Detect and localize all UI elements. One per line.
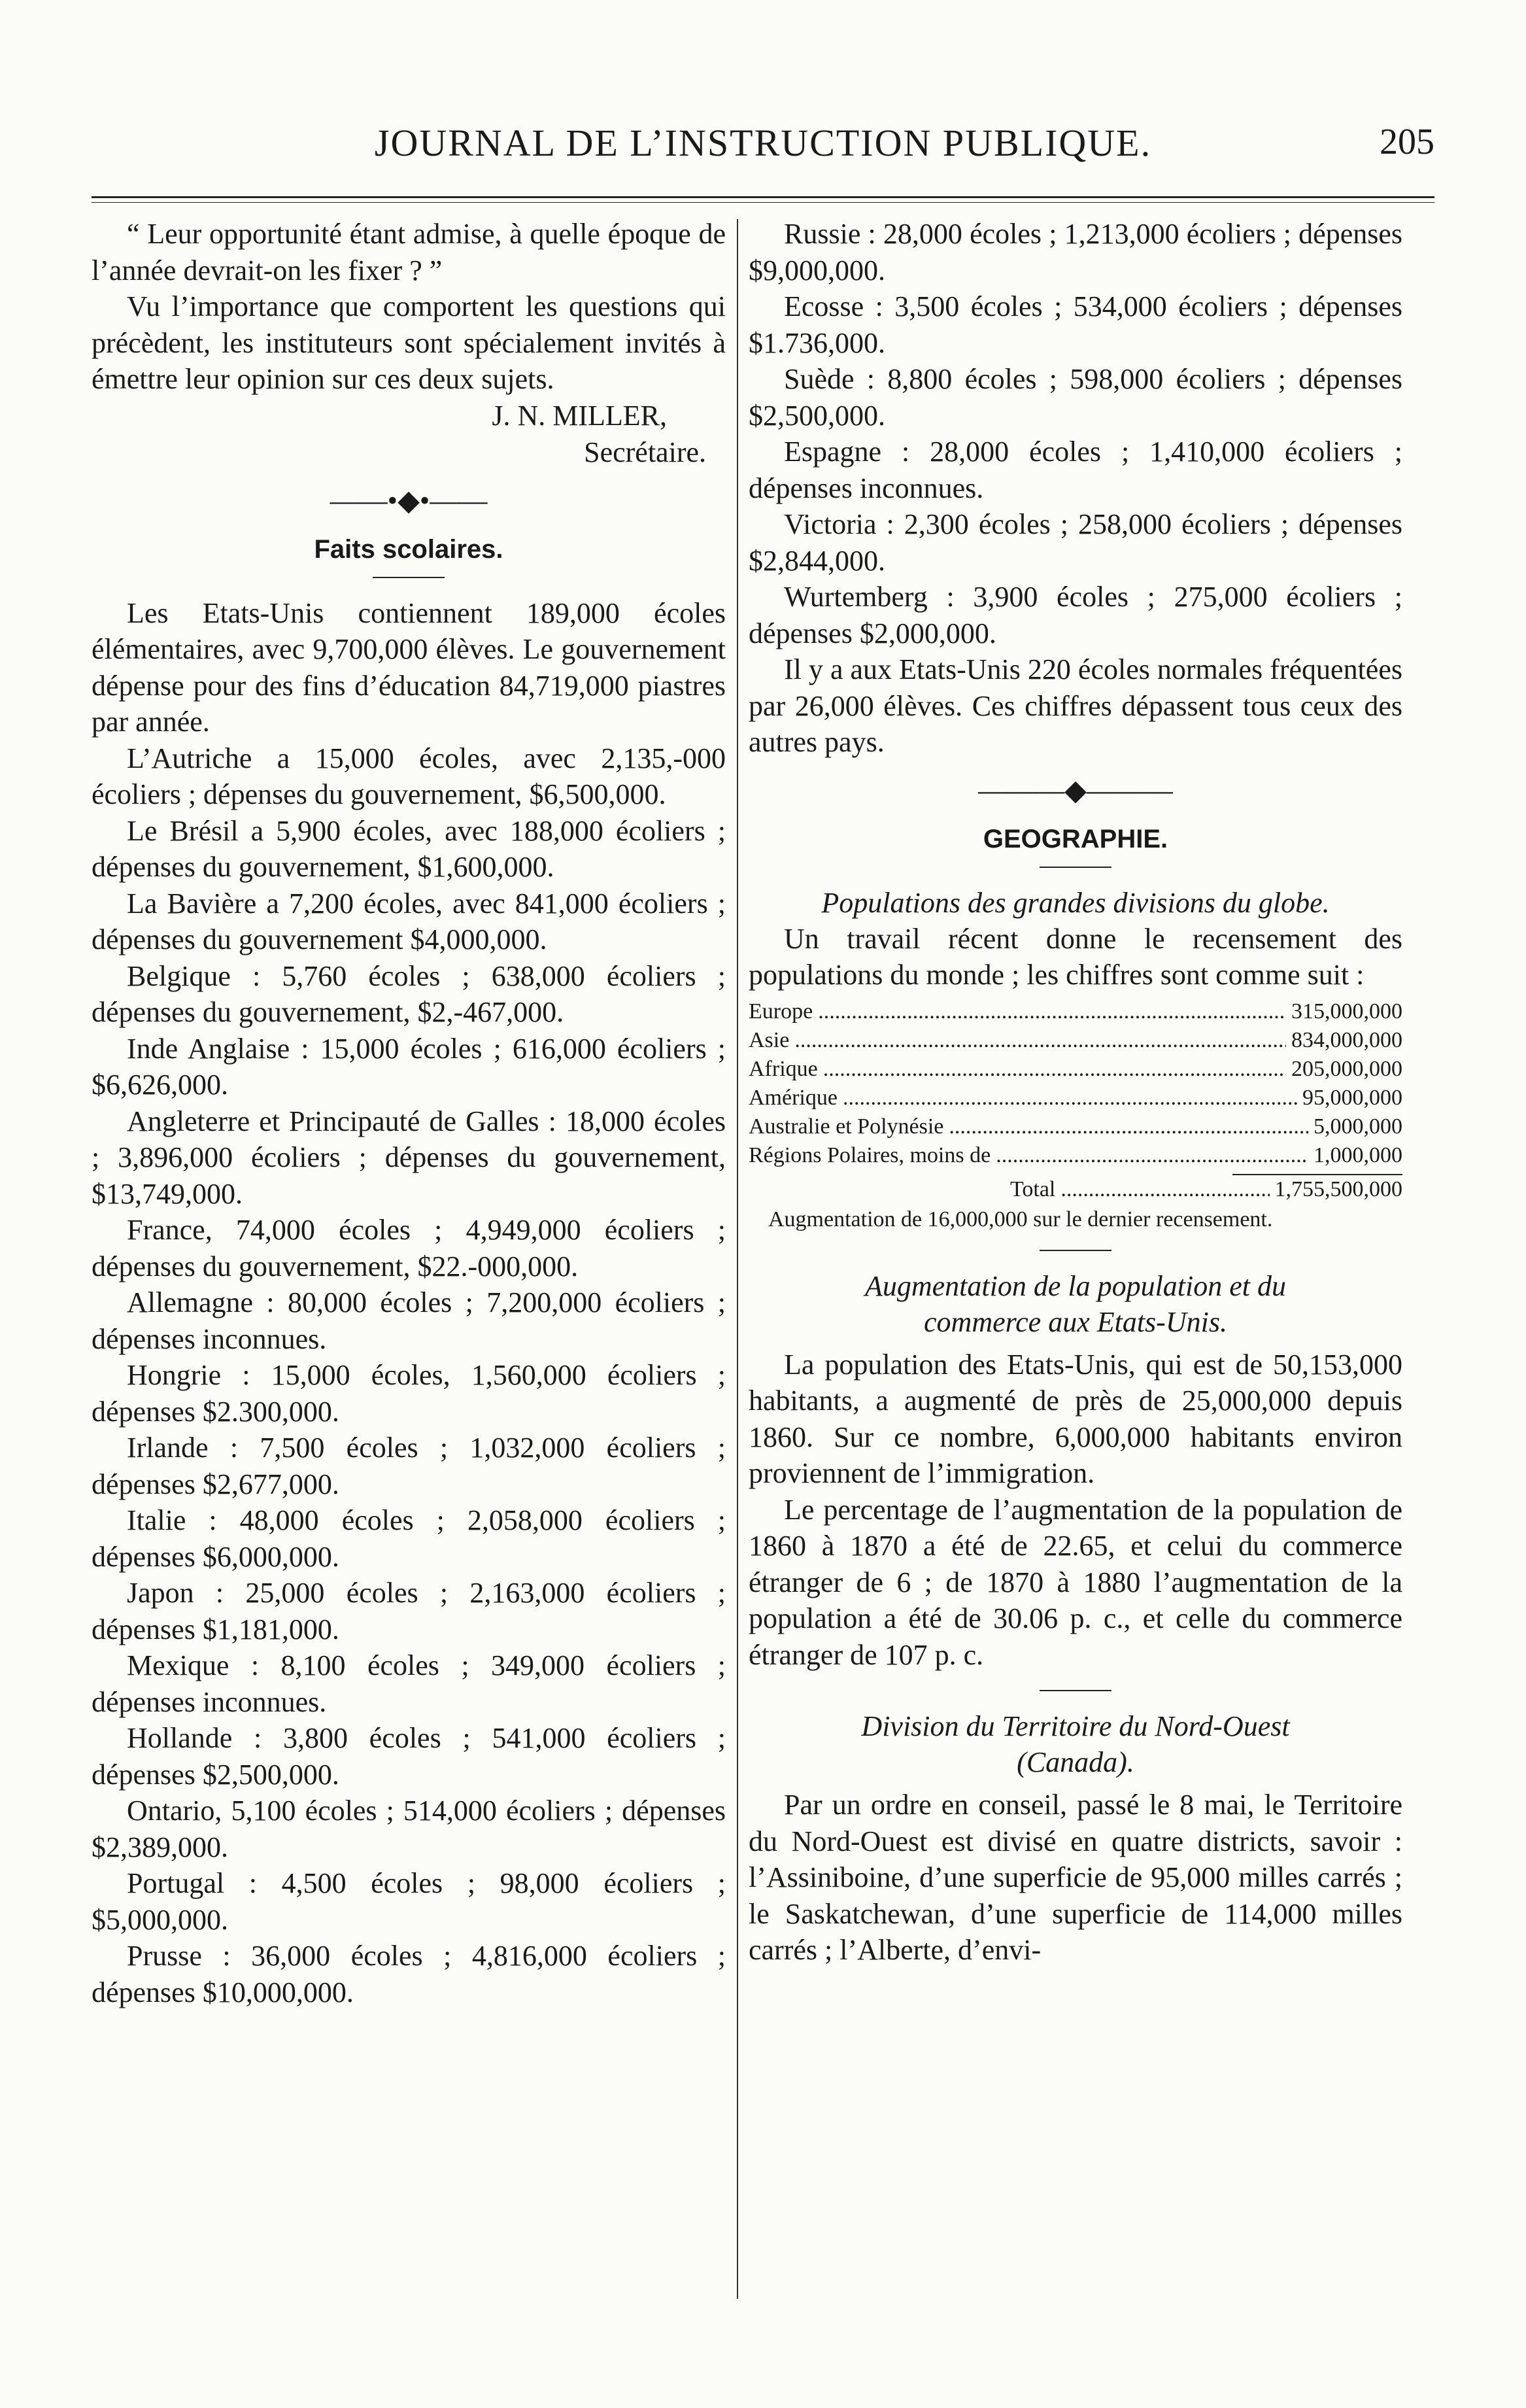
header-rule	[92, 196, 1434, 203]
short-rule	[373, 577, 445, 578]
population-value: 315,000,000	[1291, 999, 1402, 1023]
subsection-title: Populations des grandes divisions du globe.	[821, 886, 1330, 919]
total-value: 1,755,500,000	[1274, 1177, 1402, 1201]
population-value: 205,000,000	[1291, 1056, 1402, 1081]
region-label: Régions Polaires, moins de	[749, 1143, 991, 1167]
paragraph: Hongrie : 15,000 écoles, 1,560,000 écoliers ; dépenses $2.300,000.	[92, 1359, 726, 1428]
paragraph: Ontario, 5,100 écoles ; 514,000 écoliers ; dépenses $2,389,000.	[92, 1795, 726, 1863]
subsection-title-line-2: commerce aux Etats-Unis.	[924, 1305, 1227, 1338]
subsection-title-line-2: (Canada).	[1017, 1746, 1134, 1778]
dot-leader	[823, 1055, 1286, 1084]
subsection-title: Augmentation de la population et du	[864, 1269, 1287, 1302]
paragraph: Allemagne : 80,000 écoles ; 7,200,000 écoliers ; dépenses inconnues.	[92, 1286, 726, 1355]
dot-leader	[1060, 1175, 1269, 1204]
table-row	[749, 1055, 1402, 1084]
paragraph: Prusse : 36,000 écoles ; 4,816,000 écoliers ; dépenses $10,000,000.	[92, 1940, 726, 2008]
population-table	[749, 997, 1402, 1204]
paragraph: Vu l’importance que comportent les questions qui précèdent, les instituteurs sont spécialement invités à émettre leur opinion sur ces deux sujets.	[92, 290, 726, 395]
signature-name: J. N. MILLER,	[492, 399, 667, 432]
ornament-divider: ———◆———	[978, 774, 1173, 806]
paragraph: Par un ordre en conseil, passé le 8 mai, le Territoire du Nord-Ouest est divisé en quatre districts, savoir : l’Assiniboine, d’une superficie de 95,000 milles carrés ; le Saskatchewan, d’une superficie de 114,000 milles carrés ; l’Alberte, d’envi-	[749, 1789, 1402, 1966]
paragraph: Mexique : 8,100 écoles ; 349,000 écoliers ; dépenses inconnues.	[92, 1649, 726, 1718]
table-row	[749, 1141, 1402, 1170]
paragraph: L’Autriche a 15,000 écoles, avec 2,135,-000 écoliers ; dépenses du gouvernement, $6,500,000.	[92, 742, 726, 810]
paragraph: Russie : 28,000 écoles ; 1,213,000 écoliers ; dépenses $9,000,000.	[749, 218, 1402, 286]
running-head	[92, 121, 1434, 173]
paragraph: Le percentage de l’augmentation de la population de 1860 à 1870 a été de 22.65, et celui du commerce étranger de 6 ; de 1870 à 1880 l’augmentation de la population a été de 30.06 p. c., et celle du commerce étranger de 107 p. c.	[749, 1493, 1402, 1671]
paragraph: La Bavière a 7,200 écoles, avec 841,000 écoliers ; dépenses du gouvernement $4,000,000.	[92, 887, 726, 955]
paragraph: Les Etats-Unis contiennent 189,000 écoles élémentaires, avec 9,700,000 élèves. Le gouvernement dépense pour des fins d’éducation 84,719,000 piastres par année.	[92, 596, 726, 738]
paragraph: Portugal : 4,500 écoles ; 98,000 écoliers ; $5,000,000.	[92, 1867, 726, 1936]
paragraph: Inde Anglaise : 15,000 écoles ; 616,000 écoliers ; $6,626,000.	[92, 1032, 726, 1101]
paragraph: Ecosse : 3,500 écoles ; 534,000 écoliers ; dépenses $1.736,000.	[749, 290, 1402, 359]
paragraph: Espagne : 28,000 écoles ; 1,410,000 écoliers ; dépenses inconnues.	[749, 436, 1402, 504]
paragraph: Hollande : 3,800 écoles ; 541,000 écoliers ; dépenses $2,500,000.	[92, 1722, 726, 1791]
subsection-title: Division du Territoire du Nord-Ouest	[861, 1710, 1290, 1742]
region-label: Asie	[749, 1027, 790, 1052]
short-rule	[1040, 1250, 1111, 1251]
ornament-divider: ——•◆•——	[330, 484, 488, 517]
region-label: Europe	[749, 999, 813, 1023]
paragraph: Il y a aux Etats-Unis 220 écoles normales fréquentées par 26,000 élèves. Ces chiffres dépassent tous ceux des autres pays.	[749, 653, 1402, 758]
population-note: Augmentation de 16,000,000 sur le dernier recensement.	[768, 1207, 1273, 1231]
table-row	[749, 1026, 1402, 1055]
paragraph: Un travail récent donne le recensement des populations du monde ; les chiffres sont comme suit :	[749, 922, 1402, 991]
paragraph: France, 74,000 écoles ; 4,949,000 écoliers ; dépenses du gouvernement, $22.-000,000.	[92, 1214, 726, 1282]
left-column	[92, 216, 726, 2010]
paragraph: La population des Etats-Unis, qui est de 50,153,000 habitants, a augmenté de près de 25,000,000 depuis 1860. Sur ce nombre, 6,000,000 habitants environ proviennent de l’immigration.	[749, 1348, 1402, 1489]
paragraph: Belgique : 5,760 écoles ; 638,000 écoliers ; dépenses du gouvernement, $2,-467,000.	[92, 959, 726, 1028]
region-label: Amérique	[749, 1085, 838, 1110]
column-divider	[737, 219, 738, 2299]
paragraph: Suède : 8,800 écoles ; 598,000 écoliers ; dépenses $2,500,000.	[749, 363, 1402, 432]
section-title: Faits scolaires.	[314, 534, 503, 564]
right-column	[749, 216, 1402, 1969]
paragraph: Irlande : 7,500 écoles ; 1,032,000 écoliers ; dépenses $2,677,000.	[92, 1432, 726, 1500]
population-value: 834,000,000	[1291, 1027, 1402, 1052]
paragraph: Le Brésil a 5,900 écoles, avec 188,000 écoliers ; dépenses du gouvernement, $1,600,000.	[92, 814, 726, 883]
dot-leader	[843, 1084, 1297, 1112]
table-row	[749, 997, 1402, 1026]
page-number: 205	[1380, 122, 1434, 162]
dot-leader	[794, 1026, 1286, 1055]
paragraph: Italie : 48,000 écoles ; 2,058,000 écoliers ; dépenses $6,000,000.	[92, 1504, 726, 1573]
population-value: 5,000,000	[1314, 1114, 1402, 1139]
dot-leader	[818, 997, 1286, 1026]
table-row	[749, 1112, 1402, 1141]
paragraph: Victoria : 2,300 écoles ; 258,000 écoliers ; dépenses $2,844,000.	[749, 508, 1402, 577]
signature-role: Secrétaire.	[584, 436, 706, 468]
dot-leader	[996, 1141, 1308, 1170]
paragraph: Japon : 25,000 écoles ; 2,163,000 écoliers ; dépenses $1,181,000.	[92, 1577, 726, 1645]
section-title: GEOGRAPHIE.	[983, 824, 1168, 853]
table-row	[749, 1084, 1402, 1112]
total-row	[749, 1175, 1402, 1204]
region-label: Australie et Polynésie	[749, 1114, 944, 1139]
paragraph: Angleterre et Principauté de Galles : 18,000 écoles ; 3,896,000 écoliers ; dépenses du gouvernement, $13,749,000.	[92, 1105, 726, 1210]
total-label: Total	[1010, 1177, 1056, 1201]
region-label: Afrique	[749, 1056, 818, 1081]
paragraph: “ Leur opportunité étant admise, à quelle époque de l’année devrait-on les fixer ? ”	[92, 218, 726, 286]
journal-title: JOURNAL DE L’INSTRUCTION PUBLIQUE.	[374, 122, 1152, 164]
short-rule	[1040, 1690, 1111, 1691]
population-value: 1,000,000	[1314, 1143, 1402, 1167]
paragraph: Wurtemberg : 3,900 écoles ; 275,000 écoliers ; dépenses $2,000,000.	[749, 581, 1402, 649]
dot-leader	[949, 1112, 1308, 1141]
short-rule	[1040, 867, 1111, 868]
population-value: 95,000,000	[1302, 1085, 1402, 1110]
